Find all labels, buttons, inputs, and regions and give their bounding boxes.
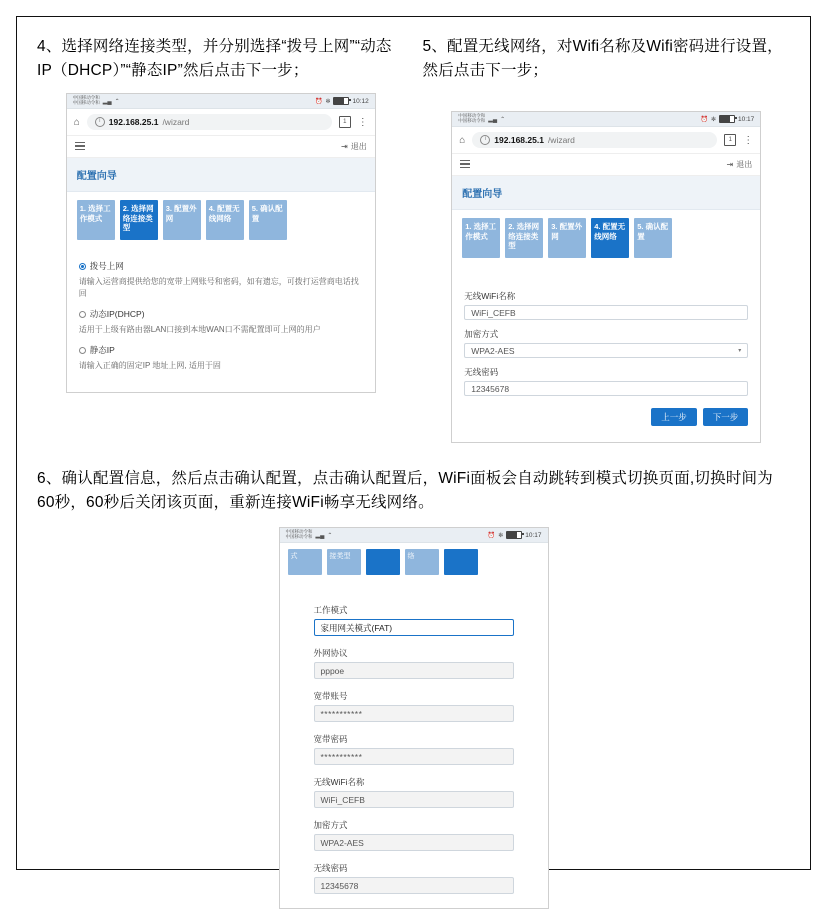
status-left xyxy=(73,96,120,106)
option-static-label: 静态IP xyxy=(89,345,115,356)
address-field[interactable] xyxy=(87,114,332,130)
work-mode-label: 工作模式 xyxy=(313,605,348,616)
logout-button[interactable] xyxy=(727,159,753,170)
url-host: 192.168.25.1 xyxy=(108,117,159,128)
logout-button[interactable] xyxy=(341,141,367,152)
wifi-password-label: 无线密码 xyxy=(313,863,348,874)
site-info-icon[interactable]: i xyxy=(95,117,105,127)
radio-icon-dhcp[interactable] xyxy=(79,311,86,318)
wizard-step-4[interactable]: 络 xyxy=(405,549,439,575)
tabs-count-icon[interactable]: 1 xyxy=(724,134,736,146)
carrier-label: 中国移动令和 中国移动令和 xyxy=(458,113,486,124)
web-header xyxy=(452,154,760,176)
wizard-step-4[interactable]: 4. 配置无线网络 xyxy=(591,218,629,258)
encryption-value[interactable]: WPA2-AES xyxy=(314,834,514,851)
status-bar xyxy=(67,94,375,109)
wizard-step-3[interactable] xyxy=(366,549,400,575)
wizard-title: 配置向导 xyxy=(452,176,760,210)
phone-screenshot-step6 xyxy=(279,527,549,909)
encryption-label: 加密方式 xyxy=(464,329,499,340)
wizard-step-tabs xyxy=(452,210,760,268)
option-dhcp-desc: 适用于上级有路由器LAN口接到本地WAN口不需配置即可上网的用户 xyxy=(78,325,321,335)
wizard-step-5[interactable]: 5. 确认配置 xyxy=(249,200,287,240)
wireless-form xyxy=(452,268,760,442)
signal-icon: ▂▄ xyxy=(315,532,325,539)
bluetooth-icon: ✻ xyxy=(325,98,331,105)
wizard-step-2[interactable]: 2. 选择网络连接类型 xyxy=(120,200,158,240)
wifi-password-label: 无线密码 xyxy=(464,367,499,378)
alarm-icon: ⏰ xyxy=(700,116,708,123)
url-host: 192.168.25.1 xyxy=(494,135,544,146)
status-bar xyxy=(280,528,548,543)
carrier-label: 中国移动令和 中国移动令和 xyxy=(285,529,313,540)
option-dhcp[interactable] xyxy=(79,308,363,320)
wizard-step-2[interactable]: 2. 选择网络连接类型 xyxy=(505,218,543,258)
hamburger-menu-icon[interactable] xyxy=(75,140,85,152)
wan-protocol-label: 外网协议 xyxy=(313,648,348,659)
phone-screenshot-step5 xyxy=(451,111,761,443)
document-page xyxy=(16,16,811,891)
confirm-form xyxy=(280,583,548,908)
browser-menu-icon[interactable]: ⋮ xyxy=(357,116,368,128)
wifi-name-input[interactable]: WiFi_CEFB xyxy=(464,305,748,320)
wizard-step-2[interactable]: 接类型 xyxy=(327,549,361,575)
browser-url-bar[interactable] xyxy=(452,127,760,154)
clock-label: 10:12 xyxy=(352,97,369,105)
hamburger-menu-icon[interactable] xyxy=(460,158,470,170)
connection-type-form xyxy=(67,250,375,392)
alarm-icon: ⏰ xyxy=(314,98,323,105)
wizard-buttons xyxy=(464,408,748,430)
chevron-down-icon[interactable]: ▾ xyxy=(738,348,742,355)
logout-icon: ⇥ xyxy=(726,159,734,169)
site-info-icon[interactable]: i xyxy=(480,135,490,145)
broadband-account-label: 宽带账号 xyxy=(313,691,348,702)
url-path: /wizard xyxy=(547,135,575,146)
wizard-step-tabs xyxy=(280,543,548,583)
home-icon[interactable]: ⌂ xyxy=(73,116,80,128)
radio-icon-static[interactable] xyxy=(79,347,86,354)
wizard-step-1[interactable]: 1. 选择工作模式 xyxy=(462,218,500,258)
wizard-step-5[interactable] xyxy=(444,549,478,575)
wizard-step-3[interactable]: 3. 配置外网 xyxy=(163,200,201,240)
wifi-name-label: 无线WiFi名称 xyxy=(313,777,365,788)
browser-url-bar[interactable] xyxy=(67,109,375,136)
step6-section xyxy=(37,467,790,909)
encryption-label: 加密方式 xyxy=(313,820,348,831)
signal-icon: ▂▄ xyxy=(102,98,112,105)
status-left xyxy=(286,530,333,540)
wizard-step-tabs xyxy=(67,192,375,250)
step5-text: 5、配置无线网络，对Wifi名称及Wifi密码进行设置，然后点击下一步； xyxy=(422,38,783,80)
clock-label: 10:17 xyxy=(737,115,755,123)
wizard-title: 配置向导 xyxy=(67,158,375,192)
bluetooth-icon: ✻ xyxy=(498,532,504,539)
option-pppoe-desc: 请输入运营商提供给您的宽带上网账号和密码，如有遗忘，可拨打运营商电话找回 xyxy=(78,277,359,299)
web-header xyxy=(67,136,375,158)
encryption-select[interactable] xyxy=(464,343,748,358)
wan-protocol-value[interactable]: pppoe xyxy=(314,662,514,679)
status-right xyxy=(488,531,542,539)
wifi-icon: ⌃ xyxy=(500,116,506,123)
option-pppoe[interactable] xyxy=(79,260,363,272)
step5-column xyxy=(423,35,791,443)
tabs-count-icon[interactable]: 1 xyxy=(339,116,351,128)
logout-label: 退出 xyxy=(350,141,367,151)
signal-icon: ▂▄ xyxy=(488,116,498,123)
battery-icon xyxy=(333,97,349,105)
top-row xyxy=(37,35,790,443)
step4-text: 4、选择网络连接类型，并分别选择“拨号上网”“动态IP（DHCP）”“静态IP”然后点击下一步； xyxy=(37,38,392,80)
wizard-step-1[interactable]: 式 xyxy=(288,549,322,575)
option-pppoe-label: 拨号上网 xyxy=(89,261,124,272)
alarm-icon: ⏰ xyxy=(487,532,496,539)
wifi-password-input[interactable]: 12345678 xyxy=(464,381,748,396)
url-path: /wizard xyxy=(162,117,190,128)
status-bar xyxy=(452,112,760,127)
wizard-step-5[interactable]: 5. 确认配置 xyxy=(634,218,672,258)
prev-step-button[interactable]: 上一步 xyxy=(651,408,697,426)
wifi-icon: ⌃ xyxy=(114,98,120,105)
work-mode-value[interactable]: 家用网关模式(FAT) xyxy=(314,619,514,636)
wizard-step-1[interactable]: 1. 选择工作模式 xyxy=(77,200,115,240)
step4-column xyxy=(37,35,405,443)
home-icon[interactable]: ⌂ xyxy=(459,134,466,146)
clock-label: 10:17 xyxy=(525,531,542,539)
phone-screenshot-step4 xyxy=(66,93,376,393)
option-dhcp-label: 动态IP(DHCP) xyxy=(89,309,145,320)
broadband-account-value[interactable]: *********** xyxy=(314,705,514,722)
wifi-name-label: 无线WiFi名称 xyxy=(464,291,516,302)
wizard-step-3[interactable]: 3. 配置外网 xyxy=(548,218,586,258)
option-static[interactable] xyxy=(79,344,363,356)
address-field[interactable] xyxy=(472,132,717,148)
wizard-step-4[interactable]: 4. 配置无线网络 xyxy=(206,200,244,240)
status-right xyxy=(315,97,369,105)
broadband-password-value[interactable]: *********** xyxy=(314,748,514,765)
battery-icon xyxy=(719,115,735,123)
page-inner xyxy=(17,17,810,891)
logout-icon: ⇥ xyxy=(341,141,348,151)
battery-icon xyxy=(506,531,522,539)
logout-label: 退出 xyxy=(736,159,753,169)
bluetooth-icon: ✻ xyxy=(710,116,716,123)
broadband-password-label: 宽带密码 xyxy=(313,734,348,745)
wifi-icon: ⌃ xyxy=(327,532,333,539)
option-static-desc: 请输入正确的固定IP 地址上网, 适用于固 xyxy=(78,361,221,371)
status-left xyxy=(458,114,505,124)
status-right xyxy=(700,115,754,123)
carrier-label: 中国移动令和 中国移动令和 xyxy=(72,95,100,106)
encryption-value: WPA2-AES xyxy=(471,345,515,356)
next-step-button[interactable]: 下一步 xyxy=(703,408,749,426)
wifi-password-value[interactable]: 12345678 xyxy=(314,877,514,894)
wifi-name-value[interactable]: WiFi_CEFB xyxy=(314,791,514,808)
browser-menu-icon[interactable]: ⋮ xyxy=(743,134,754,146)
step6-text: 6、确认配置信息，然后点击确认配置，点击确认配置后，WiFi面板会自动跳转到模式切换页面,切换时间为60秒，60秒后关闭该页面，重新连接WiFi畅享无线网络。 xyxy=(37,470,773,512)
radio-icon-pppoe[interactable] xyxy=(79,263,86,270)
